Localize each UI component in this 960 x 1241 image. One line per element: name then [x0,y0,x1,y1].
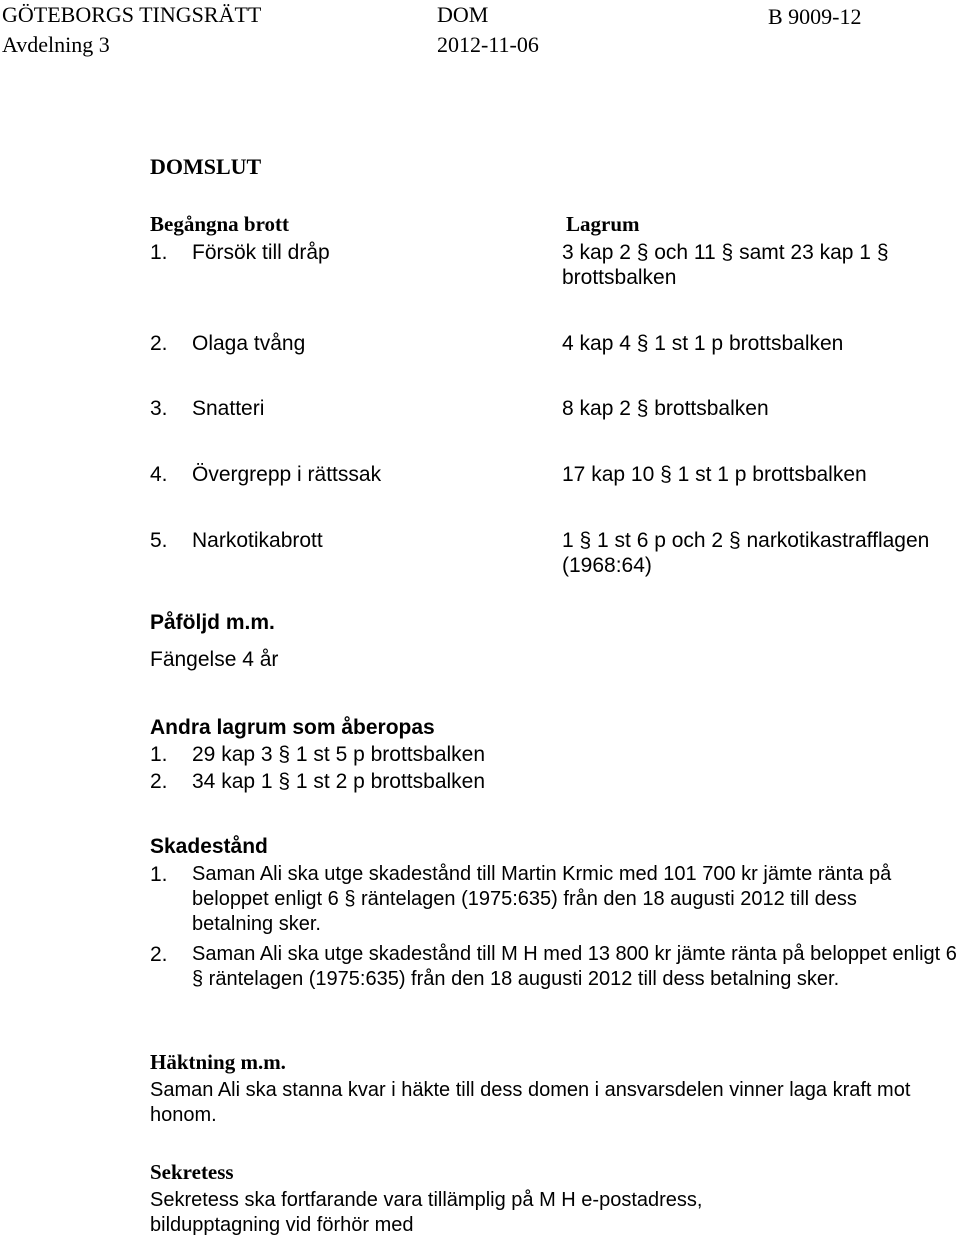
pafoljd-heading: Påföljd m.m. [150,611,275,634]
crime-name: Narkotikabrott [192,529,323,552]
crime-number: 3. [150,397,168,420]
division: Avdelning 3 [2,32,110,57]
pafoljd-text: Fängelse 4 år [150,648,279,671]
list-number: 2. [150,770,168,793]
crime-number: 1. [150,241,168,264]
haktning-heading: Häktning m.m. [150,1050,286,1074]
list-number: 2. [150,943,168,966]
case-number: B 9009-12 [768,4,862,29]
crime-number: 2. [150,332,168,355]
document-date: 2012-11-06 [437,32,539,57]
crime-name: Snatteri [192,397,265,420]
domslut-title: DOMSLUT [150,154,262,179]
crime-law: 4 kap 4 § 1 st 1 p brottsbalken [562,332,844,355]
andra-lagrum-heading: Andra lagrum som åberopas [150,716,435,739]
crime-law: 3 kap 2 § och 11 § samt 23 kap 1 § brottsbalken [562,241,889,289]
list-number: 1. [150,863,168,886]
crime-law: 17 kap 10 § 1 st 1 p brottsbalken [562,463,867,486]
crime-number: 4. [150,463,168,486]
list-number: 1. [150,743,168,766]
haktning-text: Saman Ali ska stanna kvar i häkte till dess domen i ansvarsdelen vinner laga kraft mot honom. [150,1079,911,1126]
law-heading: Lagrum [566,212,640,236]
document-type: DOM [437,2,489,27]
crime-name: Olaga tvång [192,332,306,355]
list-item: 29 kap 3 § 1 st 5 p brottsbalken [192,743,486,766]
list-item: 34 kap 1 § 1 st 2 p brottsbalken [192,770,486,793]
crime-law: 8 kap 2 § brottsbalken [562,397,769,420]
court-name: GÖTEBORGS TINGSRÄTT [2,2,262,27]
list-item: Saman Ali ska utge skadestånd till Martin Krmic med 101 700 kr jämte ränta på beloppet enligt 6 § räntelagen (1975:635) från den 18 augusti 2012 till dess betalning sker. [192,863,892,935]
crime-law: 1 § 1 st 6 p och 2 § narkotikastrafflagen (1968:64) [562,529,930,577]
crimes-heading: Begångna brott [150,212,290,236]
list-item: Saman Ali ska utge skadestånd till M H med 13 800 kr jämte ränta på beloppet enligt 6 § räntelagen (1975:635) från den 18 augusti 2012 till dess betalning sker. [192,943,957,990]
sekretess-heading: Sekretess [150,1160,234,1184]
sekretess-text: Sekretess ska fortfarande vara tillämplig på M H e-postadress, bildupptagning vid förhör med [150,1189,703,1236]
crime-name: Övergrepp i rättssak [192,463,382,486]
crime-number: 5. [150,529,168,552]
crime-name: Försök till dråp [192,241,330,264]
skadestand-heading: Skadestånd [150,835,268,858]
